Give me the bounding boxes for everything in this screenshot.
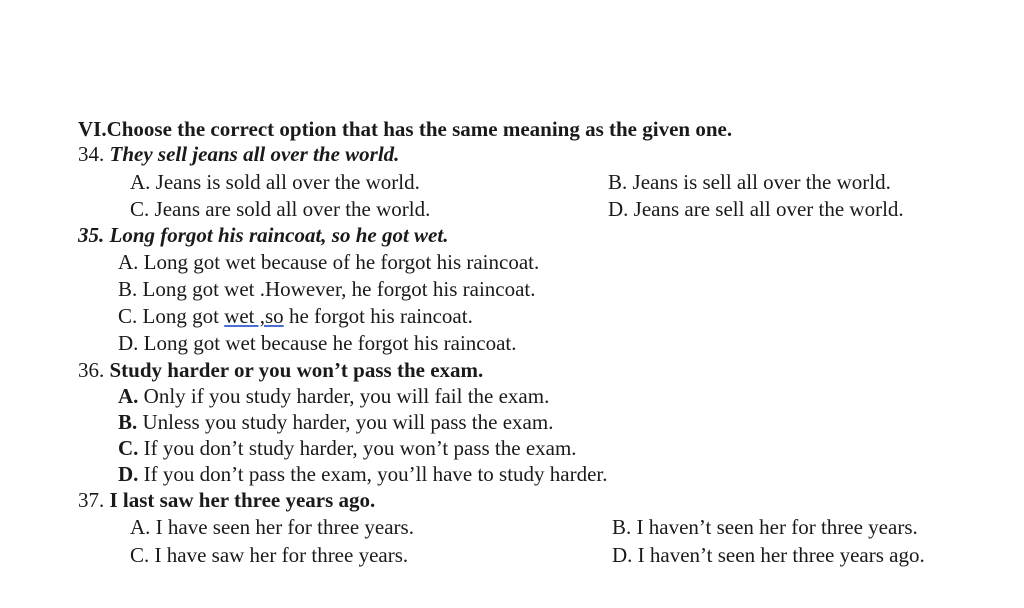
question-prompt: Study harder or you won’t pass the exam. bbox=[109, 358, 484, 382]
option-text: Only if you study harder, you will fail the exam. bbox=[143, 384, 550, 408]
option-36-c[interactable] bbox=[118, 435, 577, 461]
question-prompt: They sell jeans all over the world. bbox=[109, 142, 400, 166]
question-number: 37. bbox=[78, 488, 105, 512]
option-letter: B. bbox=[118, 277, 138, 301]
question-prompt: I last saw her three years ago. bbox=[109, 488, 376, 512]
option-text-after: he forgot his raincoat. bbox=[283, 304, 473, 328]
option-text: Jeans is sell all over the world. bbox=[632, 170, 891, 194]
option-letter: A. bbox=[118, 250, 139, 274]
option-letter: B. bbox=[118, 410, 138, 434]
option-text-before: Long got bbox=[142, 304, 225, 328]
option-37-c[interactable] bbox=[130, 542, 408, 568]
section-title: VI.Choose the correct option that has the same meaning as the given one. bbox=[78, 117, 733, 141]
option-letter: D. bbox=[118, 462, 139, 486]
option-letter: C. bbox=[130, 197, 150, 221]
option-text: Jeans are sell all over the world. bbox=[633, 197, 904, 221]
question-prompt: Long forgot his raincoat, so he got wet. bbox=[109, 223, 449, 247]
option-text: If you don’t study harder, you won’t pass the exam. bbox=[143, 436, 577, 460]
option-letter: D. bbox=[612, 543, 633, 567]
option-text bbox=[143, 304, 473, 328]
question-37 bbox=[78, 487, 375, 513]
option-36-b[interactable] bbox=[118, 409, 553, 435]
option-34-b[interactable] bbox=[608, 169, 891, 195]
question-35 bbox=[78, 222, 448, 248]
option-text: Long got wet because he forgot his raincoat. bbox=[143, 331, 517, 355]
option-34-d[interactable] bbox=[608, 196, 904, 222]
option-text: Unless you study harder, you will pass the exam. bbox=[142, 410, 554, 434]
option-37-d[interactable] bbox=[612, 542, 925, 568]
option-text: Long got wet .However, he forgot his raincoat. bbox=[142, 277, 536, 301]
option-letter: C. bbox=[118, 436, 139, 460]
question-number: 35. bbox=[78, 223, 105, 247]
option-text: Jeans are sold all over the world. bbox=[154, 197, 431, 221]
option-text-underlined: wet ,so bbox=[224, 304, 284, 328]
option-letter: C. bbox=[130, 543, 150, 567]
option-letter: D. bbox=[118, 331, 139, 355]
option-letter: A. bbox=[118, 384, 139, 408]
option-34-c[interactable] bbox=[130, 196, 430, 222]
question-36 bbox=[78, 357, 483, 383]
question-number: 36. bbox=[78, 358, 105, 382]
option-text: If you don’t pass the exam, you’ll have to study harder. bbox=[143, 462, 608, 486]
option-37-b[interactable] bbox=[612, 514, 918, 540]
option-34-a[interactable] bbox=[130, 169, 420, 195]
option-letter: B. bbox=[608, 170, 628, 194]
option-letter: B. bbox=[612, 515, 632, 539]
option-text: I haven’t seen her for three years. bbox=[636, 515, 918, 539]
option-letter: C. bbox=[118, 304, 138, 328]
option-letter: A. bbox=[130, 170, 151, 194]
question-number: 34. bbox=[78, 142, 105, 166]
option-36-d[interactable] bbox=[118, 461, 608, 487]
option-36-a[interactable] bbox=[118, 383, 549, 409]
option-text: Jeans is sold all over the world. bbox=[155, 170, 420, 194]
option-text: I haven’t seen her three years ago. bbox=[637, 543, 925, 567]
question-34 bbox=[78, 141, 399, 167]
option-37-a[interactable] bbox=[130, 514, 414, 540]
option-letter: A. bbox=[130, 515, 151, 539]
option-35-b[interactable] bbox=[118, 276, 536, 302]
option-text: I have seen her for three years. bbox=[155, 515, 414, 539]
option-35-a[interactable] bbox=[118, 249, 539, 275]
option-letter: D. bbox=[608, 197, 629, 221]
option-35-c[interactable] bbox=[118, 303, 473, 329]
option-text: I have saw her for three years. bbox=[154, 543, 409, 567]
option-35-d[interactable] bbox=[118, 330, 517, 356]
option-text: Long got wet because of he forgot his raincoat. bbox=[143, 250, 540, 274]
